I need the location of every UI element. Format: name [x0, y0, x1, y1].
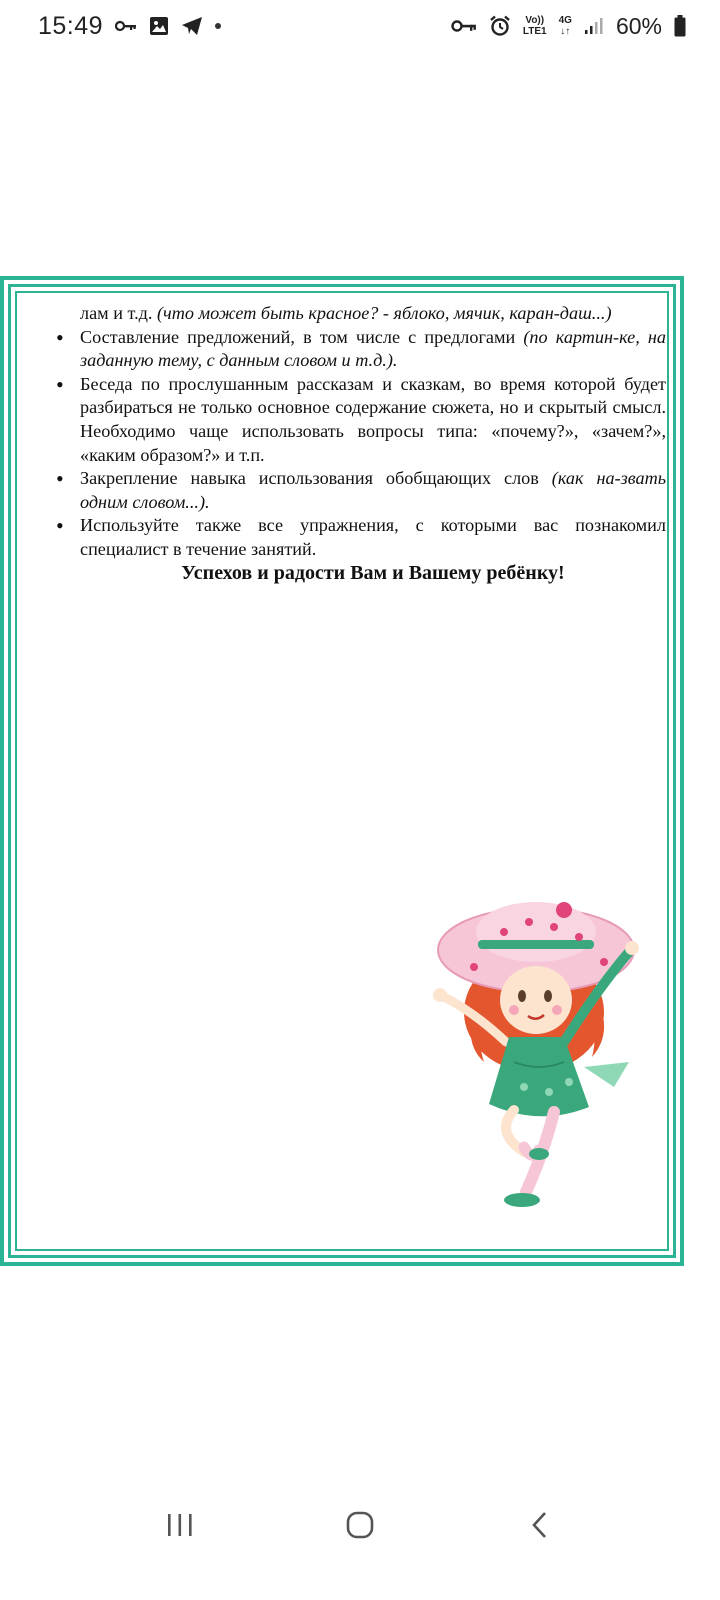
- battery-icon: [674, 15, 686, 37]
- home-icon: [345, 1510, 375, 1540]
- status-bar-left: [38, 12, 221, 41]
- back-icon: [530, 1510, 550, 1540]
- status-bar-right: [451, 13, 686, 40]
- bullet-text: Составление предложений, в том числе с предлогами: [80, 326, 524, 347]
- document-page: [0, 276, 684, 1266]
- battery-level: 60%: [615, 12, 662, 39]
- gallery-icon: [149, 16, 169, 36]
- list-item: [56, 514, 666, 561]
- list-item: [56, 326, 666, 373]
- bullet-text: Закрепление навыка использования обобщающих слов: [80, 468, 552, 489]
- volte-line2: LTE1: [522, 26, 547, 37]
- bullet-italic: (как на-звать одним словом...).: [80, 468, 666, 512]
- recent-apps-button[interactable]: [150, 1495, 210, 1555]
- recent-apps-icon: [165, 1512, 195, 1538]
- list-item: [56, 373, 666, 467]
- closing-wish: Успехов и радости Вам и Вашему ребёнку!: [181, 561, 565, 584]
- volte-icon: [523, 15, 547, 37]
- notification-dot: [215, 23, 221, 29]
- alarm-icon: [489, 15, 511, 37]
- home-button[interactable]: [330, 1495, 390, 1555]
- vpn-key-icon: [451, 19, 477, 33]
- lead-paragraph: [56, 302, 666, 326]
- clock: 15:49: [38, 11, 104, 40]
- lead-plain: лам и т.д.: [80, 303, 157, 323]
- signal-icon: [584, 17, 604, 35]
- bullet-text: Используйте также все упражнения, с которыми вас познакомил специалист в течение занятий.: [80, 515, 666, 559]
- network-4g-icon: 4G ↓↑: [558, 15, 572, 37]
- bullet-text: Беседа по прослушанным рассказам и сказкам, во время которой будет разбираться не только основное содержание сюжета, но и скрытый смысл. Необходимо чаще использовать вопросы типа: «почему?», «зачем?», «каким образом?» и т.п.: [80, 373, 666, 465]
- status-bar: [0, 0, 720, 52]
- navigation-bar: [0, 1480, 720, 1570]
- dancing-girl-illustration: [414, 892, 654, 1222]
- bullet-list: [56, 326, 666, 562]
- back-button[interactable]: [510, 1495, 570, 1555]
- lead-italic: (что может быть красное? - яблоко, мячик, каран-даш...): [156, 303, 612, 323]
- volte-line1: Vo)): [525, 15, 545, 26]
- network-label: 4G: [558, 15, 572, 26]
- bullet-italic: (по картин-ке, на заданную тему, с данным словом и т.д.).: [80, 326, 666, 371]
- key-icon: [115, 19, 137, 33]
- list-item: [56, 467, 666, 514]
- telegram-icon: [181, 16, 203, 36]
- document-text: [56, 302, 666, 585]
